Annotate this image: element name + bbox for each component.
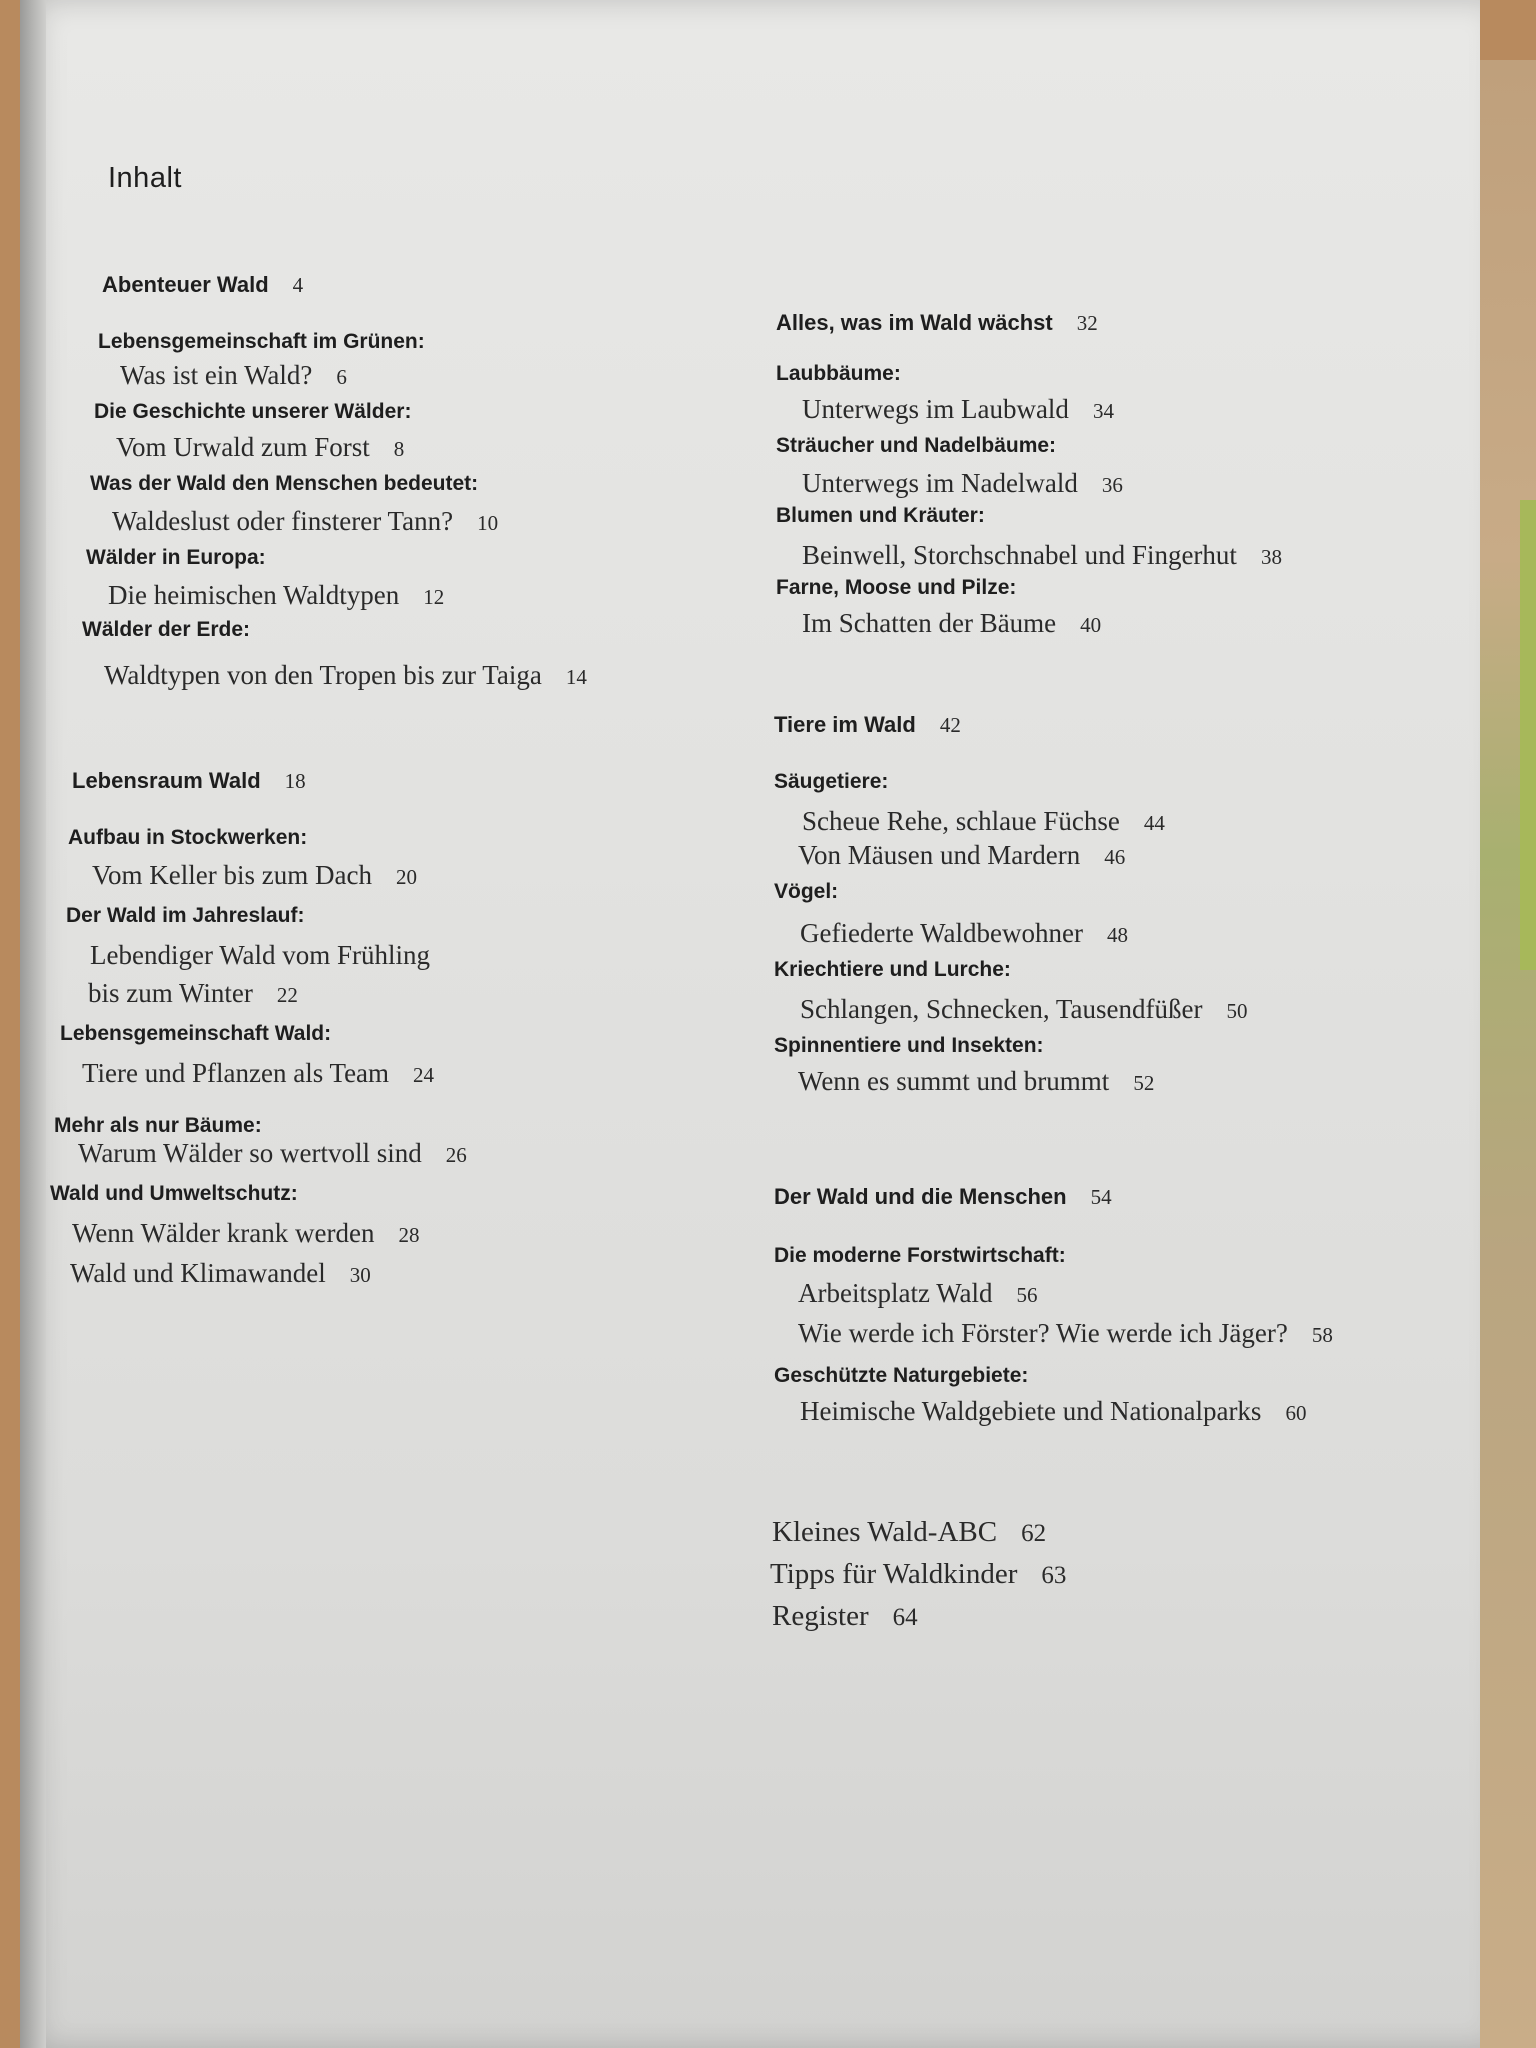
toc-entry <box>802 394 1114 425</box>
toc-entry-title: Wenn es summt und brummt <box>798 1066 1110 1096</box>
page-number: 63 <box>1041 1562 1067 1589</box>
toc-entry <box>116 432 404 463</box>
toc-entry <box>88 978 298 1009</box>
toc-entry-title: Unterwegs im Laubwald <box>802 394 1069 424</box>
toc-entry <box>802 608 1101 639</box>
toc-entry-title: Lebensgemeinschaft im Grünen: <box>98 330 425 353</box>
toc-entry-title: Tiere im Wald <box>774 712 916 737</box>
page-number: 26 <box>445 1143 467 1167</box>
toc-entry <box>800 1396 1306 1427</box>
toc-section <box>774 958 1011 982</box>
page-number: 28 <box>398 1223 420 1247</box>
toc-entry-title: Von Mäusen und Mardern <box>798 840 1081 870</box>
toc-entry <box>798 840 1125 871</box>
toc-section <box>54 1114 262 1138</box>
toc-entry <box>800 994 1247 1025</box>
toc-entry-title: Säugetiere: <box>774 770 889 793</box>
toc-entry-title: Unterwegs im Nadelwald <box>802 468 1078 498</box>
page-number: 10 <box>477 511 499 535</box>
page-number: 58 <box>1311 1323 1333 1347</box>
toc-entry-title: Der Wald und die Menschen <box>774 1184 1067 1209</box>
toc-entry <box>798 1278 1038 1309</box>
toc-section <box>68 826 307 850</box>
toc-entry-title: Scheue Rehe, schlaue Füchse <box>802 806 1120 836</box>
page-number: 44 <box>1143 811 1165 835</box>
page-number: 36 <box>1101 473 1123 497</box>
toc-section <box>776 434 1056 458</box>
page-number: 64 <box>892 1604 918 1631</box>
toc-section <box>50 1182 298 1206</box>
toc-section <box>774 770 888 794</box>
toc-entry <box>92 860 417 891</box>
page-number: 46 <box>1104 845 1126 869</box>
spine-edge <box>20 0 46 2048</box>
toc-section <box>774 1034 1044 1058</box>
toc-entry-title: Lebendiger Wald vom Frühling <box>90 940 431 970</box>
toc-entry-title: Lebensraum Wald <box>72 768 261 793</box>
toc-chapter <box>776 310 1098 336</box>
toc-entry <box>800 918 1128 949</box>
toc-entry-title: Die Geschichte unserer Wälder: <box>94 400 412 423</box>
toc-entry-title: Laubbäume: <box>776 362 901 385</box>
toc-entry-title: Aufbau in Stockwerken: <box>68 826 308 849</box>
page-number: 34 <box>1092 399 1114 423</box>
page-number: 48 <box>1106 923 1128 947</box>
page-number: 42 <box>939 713 961 737</box>
page-number: 50 <box>1226 999 1248 1023</box>
toc-entry <box>70 1258 371 1289</box>
toc-section <box>60 1022 331 1046</box>
toc-entry-title: Blumen und Kräuter: <box>776 504 985 527</box>
toc-entry <box>104 660 587 691</box>
toc-section <box>776 362 901 386</box>
toc-entry-title: Wenn Wälder krank werden <box>72 1218 375 1248</box>
toc-entry-title: Kleines Wald-ABC <box>772 1516 998 1548</box>
toc-entry-title: Was ist ein Wald? <box>120 360 313 390</box>
toc-entry-title: Schlangen, Schnecken, Tausendfüßer <box>800 994 1203 1024</box>
toc-entry-title: Kriechtiere und Lurche: <box>774 958 1011 981</box>
toc-entry <box>78 1138 467 1169</box>
toc-entry-title: Wälder der Erde: <box>82 618 251 641</box>
page-number: 20 <box>395 865 417 889</box>
toc-entry-title: Abenteuer Wald <box>102 272 269 297</box>
toc-chapter <box>72 768 306 794</box>
toc-entry-title: Wald und Umweltschutz: <box>50 1182 298 1205</box>
toc-section <box>776 576 1016 600</box>
toc-entry <box>90 940 430 971</box>
toc-entry-title: Alles, was im Wald wächst <box>776 310 1053 335</box>
page-number: 32 <box>1076 311 1098 335</box>
cover-edge <box>1520 500 1536 970</box>
toc-entry <box>802 806 1165 837</box>
page-number: 30 <box>349 1263 371 1287</box>
toc-entry-title: Wälder in Europa: <box>86 546 266 569</box>
toc-entry <box>112 506 498 537</box>
toc-title: Inhalt <box>108 162 182 194</box>
page-number: 56 <box>1016 1283 1038 1307</box>
toc-entry-title: Register <box>772 1600 869 1632</box>
toc-section <box>66 904 304 928</box>
page-number: 8 <box>393 437 405 461</box>
toc-entry <box>802 468 1123 499</box>
toc-entry <box>120 360 347 391</box>
toc-entry-title: Was der Wald den Menschen bedeutet: <box>90 472 479 495</box>
toc-entry-title: Vom Keller bis zum Dach <box>92 860 372 890</box>
toc-entry-title: Tiere und Pflanzen als Team <box>82 1058 390 1088</box>
toc-entry <box>82 1058 434 1089</box>
page-number: 24 <box>413 1063 435 1087</box>
toc-section <box>90 472 478 496</box>
toc-entry-title: Der Wald im Jahreslauf: <box>66 904 305 927</box>
toc-entry-title: Farne, Moose und Pilze: <box>776 576 1017 599</box>
toc-entry-title: Wald und Klimawandel <box>70 1258 326 1288</box>
page-number: 54 <box>1090 1185 1112 1209</box>
toc-entry <box>108 580 444 611</box>
toc-entry <box>798 1318 1333 1349</box>
toc-section <box>82 618 250 642</box>
toc-entry-title: Mehr als nur Bäume: <box>54 1114 262 1137</box>
toc-entry-title: Beinwell, Storchschnabel und Fingerhut <box>802 540 1237 570</box>
toc-section <box>774 880 838 904</box>
toc-entry-title: Vom Urwald zum Forst <box>116 432 370 462</box>
toc-chapter <box>102 272 303 298</box>
toc-entry-title: Im Schatten der Bäume <box>802 608 1057 638</box>
toc-entry-title: Sträucher und Nadelbäume: <box>776 434 1057 457</box>
toc-chapter <box>774 1184 1112 1210</box>
toc-entry-title: Gefiederte Waldbewohner <box>800 918 1083 948</box>
toc-entry-title: Spinnentiere und Insekten: <box>774 1034 1044 1057</box>
toc-entry <box>72 1218 419 1249</box>
page-number: 40 <box>1080 613 1102 637</box>
toc-entry <box>798 1066 1154 1097</box>
toc-appendix-entry <box>772 1516 1046 1549</box>
toc-section <box>98 330 425 354</box>
toc-section <box>774 1244 1066 1268</box>
toc-entry-title: Die heimischen Waldtypen <box>108 580 400 610</box>
toc-entry-title: Waldeslust oder finsterer Tann? <box>112 506 454 536</box>
page-number: 12 <box>423 585 445 609</box>
toc-section <box>94 400 411 424</box>
toc-section <box>86 546 266 570</box>
toc-chapter <box>774 712 961 738</box>
toc-entry-title: Heimische Waldgebiete und Nationalparks <box>800 1396 1262 1426</box>
toc-entry <box>802 540 1282 571</box>
page-number: 62 <box>1021 1520 1047 1547</box>
page-stack-edge <box>1480 60 1536 2048</box>
toc-entry-title: Waldtypen von den Tropen bis zur Taiga <box>104 660 542 690</box>
toc-section <box>776 504 985 528</box>
toc-entry-title: bis zum Winter <box>88 978 253 1008</box>
page-number: 14 <box>565 665 587 689</box>
toc-entry-title: Vögel: <box>774 880 839 903</box>
page-number: 6 <box>336 365 347 389</box>
page-number: 38 <box>1260 545 1282 569</box>
toc-entry-title: Warum Wälder so wertvoll sind <box>78 1138 422 1168</box>
page-number: 4 <box>292 273 304 297</box>
toc-entry-title: Geschützte Naturgebiete: <box>774 1364 1029 1387</box>
toc-section <box>774 1364 1028 1388</box>
toc-entry-title: Wie werde ich Förster? Wie werde ich Jäger? <box>798 1318 1288 1348</box>
page-number: 18 <box>284 769 306 793</box>
toc-entry-title: Arbeitsplatz Wald <box>798 1278 993 1308</box>
page-number: 52 <box>1133 1071 1155 1095</box>
toc-appendix-entry <box>770 1558 1066 1591</box>
toc-entry-title: Die moderne Forstwirtschaft: <box>774 1244 1066 1267</box>
toc-appendix-entry <box>772 1600 918 1633</box>
page-number: 22 <box>276 983 298 1007</box>
toc-entry-title: Lebensgemeinschaft Wald: <box>60 1022 332 1045</box>
page-number: 60 <box>1285 1401 1307 1425</box>
toc-entry-title: Tipps für Waldkinder <box>770 1558 1018 1590</box>
